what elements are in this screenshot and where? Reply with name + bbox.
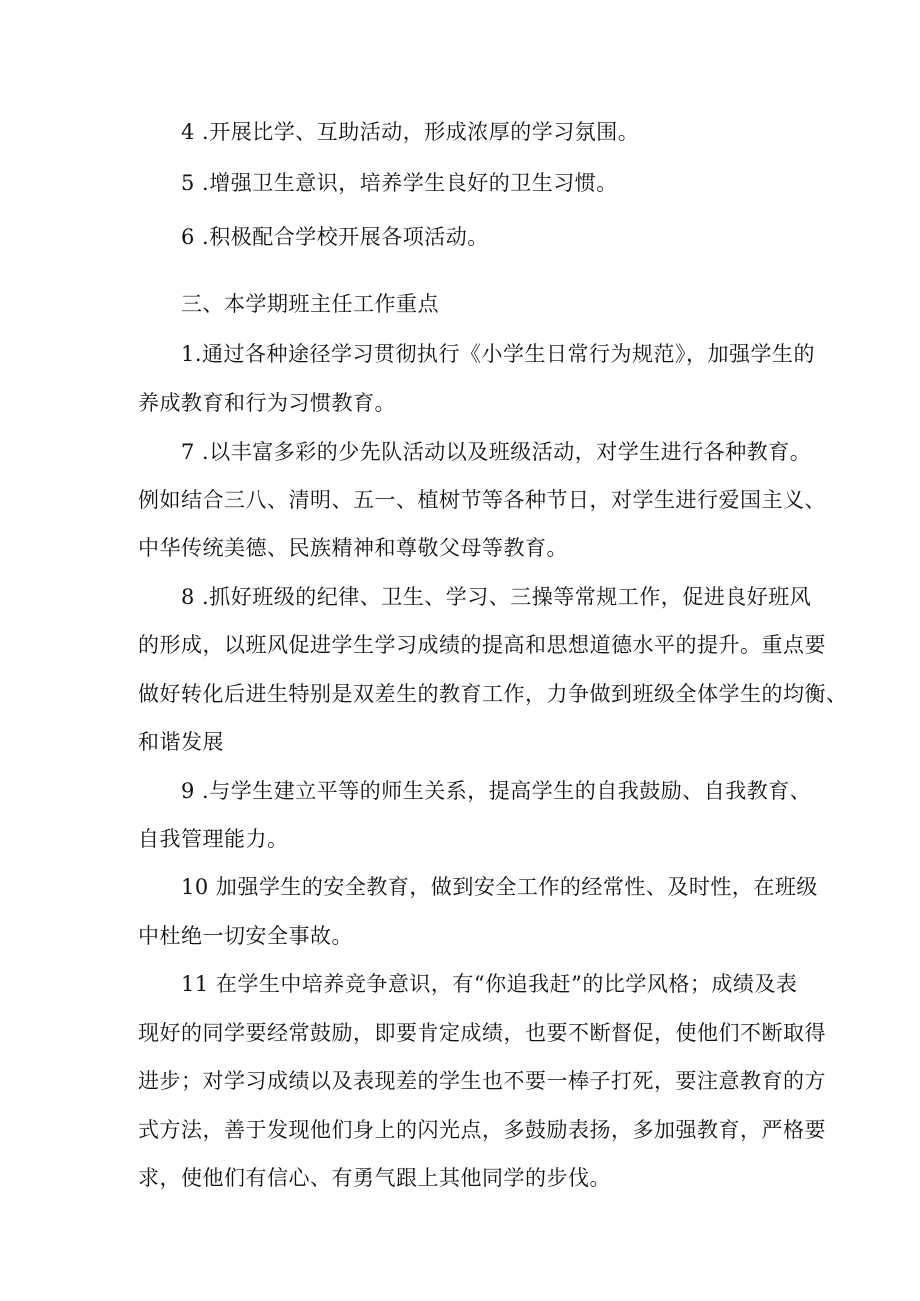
text-line: 9 .与学生建立平等的师生关系，提高学生的自我鼓励、自我教育、 xyxy=(181,779,812,803)
text-line: 10 加强学生的安全教育，做到安全工作的经常性、及时性，在班级 xyxy=(181,875,818,899)
text-line: 养成教育和行为习惯教育。 xyxy=(138,391,396,415)
text-line: 11 在学生中培养竞争意识，有“你追我赶”的比学风格；成绩及表 xyxy=(181,972,798,996)
text-line: 进步；对学习成绩以及表现差的学生也不要一棒子打死，要注意教育的方 xyxy=(138,1069,826,1093)
text-line: 和谐发展 xyxy=(138,730,224,754)
text-line: 6 .积极配合学校开展各项活动。 xyxy=(181,225,489,249)
text-line: 中杜绝一切安全事故。 xyxy=(138,924,353,948)
text-line: 5 .增强卫生意识，培养学生良好的卫生习惯。 xyxy=(181,171,618,195)
text-line: 例如结合三八、清明、五一、植树节等各种节日，对学生进行爱国主义、 xyxy=(138,488,826,512)
section-heading: 三、本学期班主任工作重点 xyxy=(181,292,439,316)
text-line: 做好转化后进生特别是双差生的教育工作，力争做到班级全体学生的均衡、 xyxy=(138,682,848,706)
text-line: 求，使他们有信心、有勇气跟上其他同学的步伐。 xyxy=(138,1166,611,1190)
text-line: 式方法，善于发现他们身上的闪光点，多鼓励表扬，多加强教育，严格要 xyxy=(138,1118,826,1142)
text-line: 的形成，以班风促进学生学习成绩的提高和思想道德水平的提升。重点要 xyxy=(138,633,826,657)
text-line: 8 .抓好班级的纪律、卫生、学习、三操等常规工作，促进良好班风 xyxy=(181,585,812,609)
text-line: 7 .以丰富多彩的少先队活动以及班级活动，对学生进行各种教育。 xyxy=(181,440,812,464)
text-line: 1.通过各种途径学习贯彻执行《小学生日常行为规范》，加强学生的 xyxy=(181,342,816,366)
text-line: 现好的同学要经常鼓励，即要肯定成绩，也要不断督促，使他们不断取得 xyxy=(138,1021,826,1045)
text-line: 中华传统美德、民族精神和尊敬父母等教育。 xyxy=(138,536,568,560)
text-line: 自我管理能力。 xyxy=(138,827,289,851)
text-line: 4 .开展比学、互助活动，形成浓厚的学习氛围。 xyxy=(181,120,640,144)
